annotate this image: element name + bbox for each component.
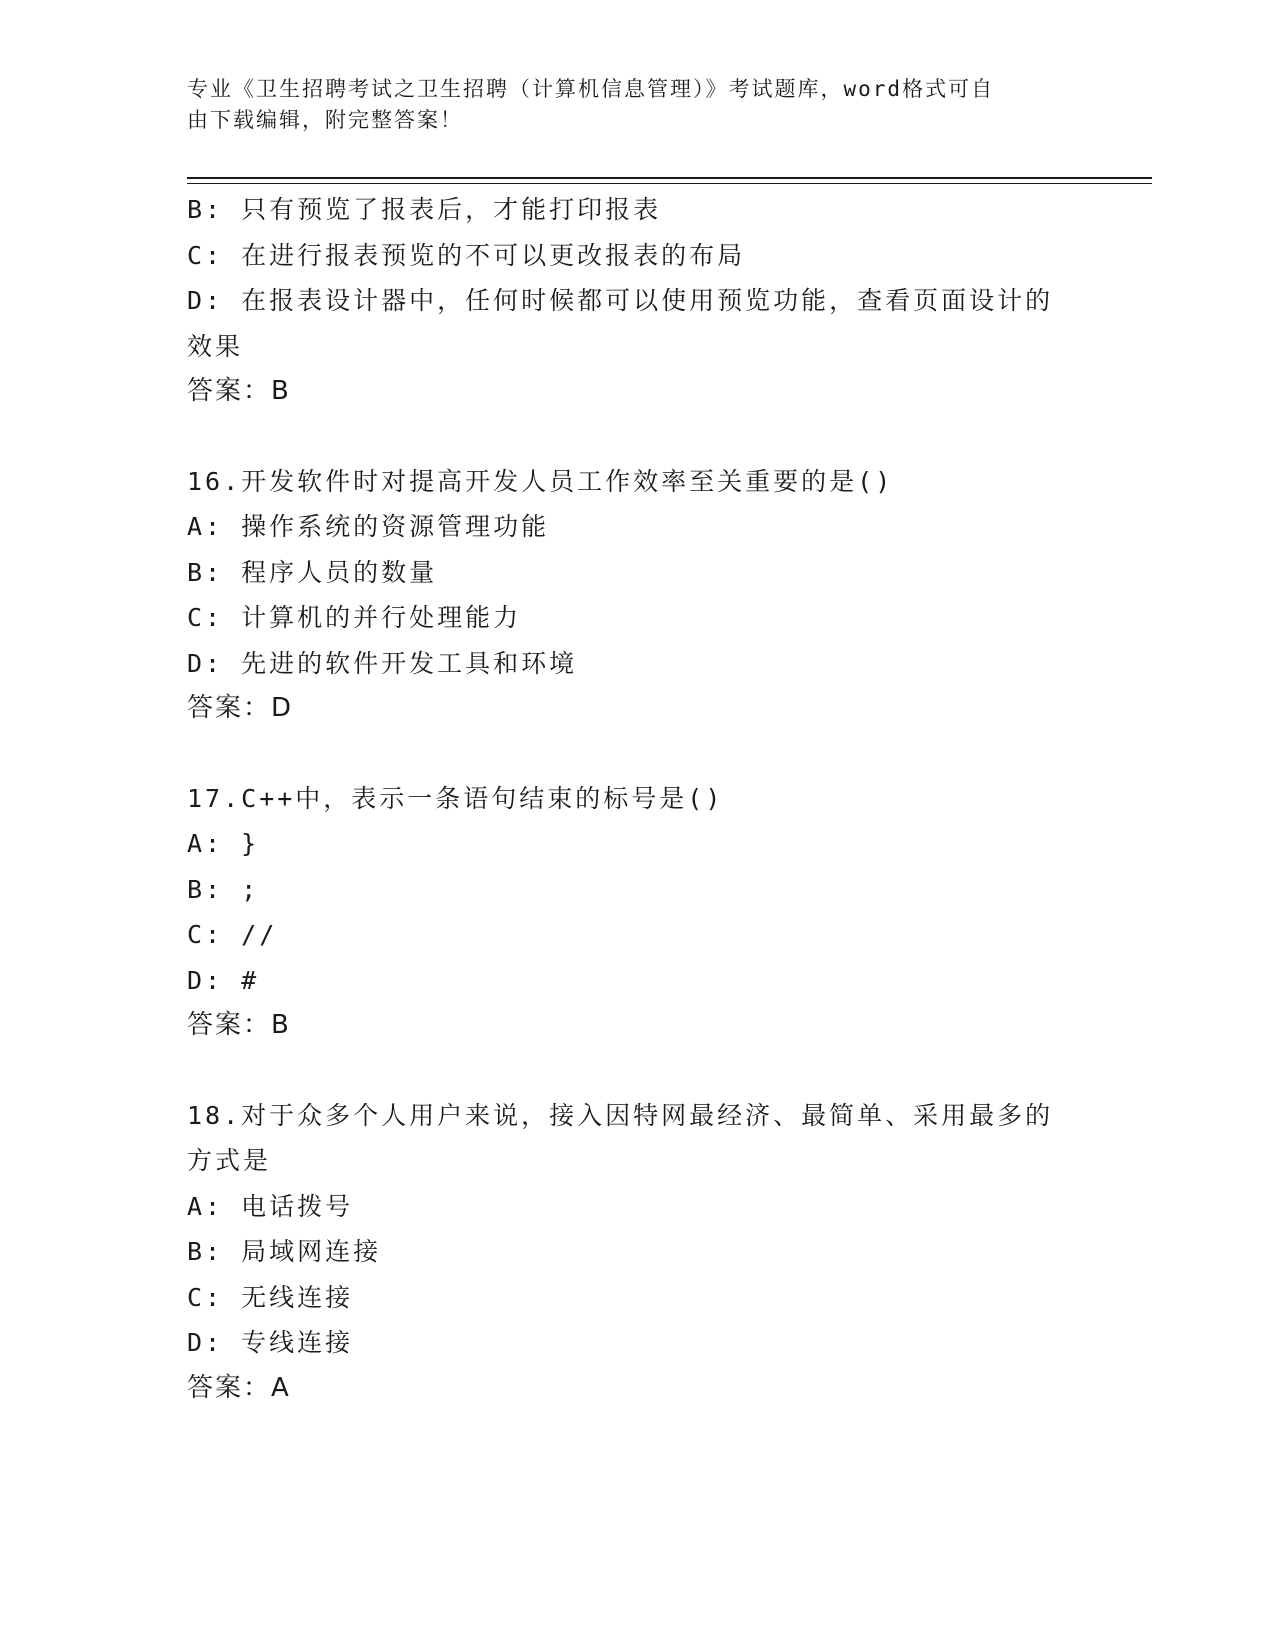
question-stem: 17.C++中，表示一条语句结束的标号是()	[187, 783, 724, 813]
question-15-continued	[187, 187, 1107, 415]
answer: 答案：A	[187, 1372, 291, 1403]
question-stem-continued: 方式是	[187, 1146, 272, 1175]
answer: 答案：B	[187, 376, 291, 406]
answer: 答案：D	[187, 693, 294, 723]
question-stem: 16.开发软件时对提高开发人员工作效率至关重要的是()	[187, 466, 894, 496]
option-d: D: 在报表设计器中，任何时候都可以使用预览功能，查看页面设计的	[187, 286, 1054, 315]
option-c: C: 计算机的并行处理能力	[187, 603, 522, 632]
spacer	[187, 1049, 1107, 1093]
question-16	[187, 459, 1107, 732]
spacer	[187, 732, 1107, 776]
option-c: C: 在进行报表预览的不可以更改报表的布局	[187, 240, 746, 270]
answer: 答案：B	[187, 1010, 291, 1040]
option-b: B: 程序人员的数量	[187, 557, 438, 587]
option-d: D: 先进的软件开发工具和环境	[187, 648, 578, 678]
option-b: B: 只有预览了报表后，才能打印报表	[187, 195, 662, 224]
option-b: B: ;	[187, 874, 260, 904]
question-list	[187, 187, 1107, 1411]
document-header	[187, 74, 1067, 136]
option-c: C: //	[187, 920, 278, 949]
header-line-2: 由下载编辑，附完整答案！	[187, 108, 463, 132]
header-divider	[187, 177, 1152, 184]
option-b: B: 局域网连接	[187, 1237, 382, 1266]
option-a: A: }	[187, 829, 260, 858]
spacer	[187, 415, 1107, 459]
question-stem: 18.对于众多个人用户来说，接入因特网最经济、最简单、采用最多的	[187, 1100, 1054, 1130]
option-d: D: #	[187, 965, 260, 995]
question-18	[187, 1093, 1107, 1412]
header-line-1: 专业《卫生招聘考试之卫生招聘（计算机信息管理）》考试题库，word格式可自	[187, 77, 995, 101]
option-a: A: 电话拨号	[187, 1191, 354, 1221]
option-d-continued: 效果	[187, 331, 244, 361]
option-c: C: 无线连接	[187, 1282, 354, 1312]
question-17	[187, 776, 1107, 1049]
option-a: A: 操作系统的资源管理功能	[187, 512, 550, 541]
option-d: D: 专线连接	[187, 1328, 354, 1357]
